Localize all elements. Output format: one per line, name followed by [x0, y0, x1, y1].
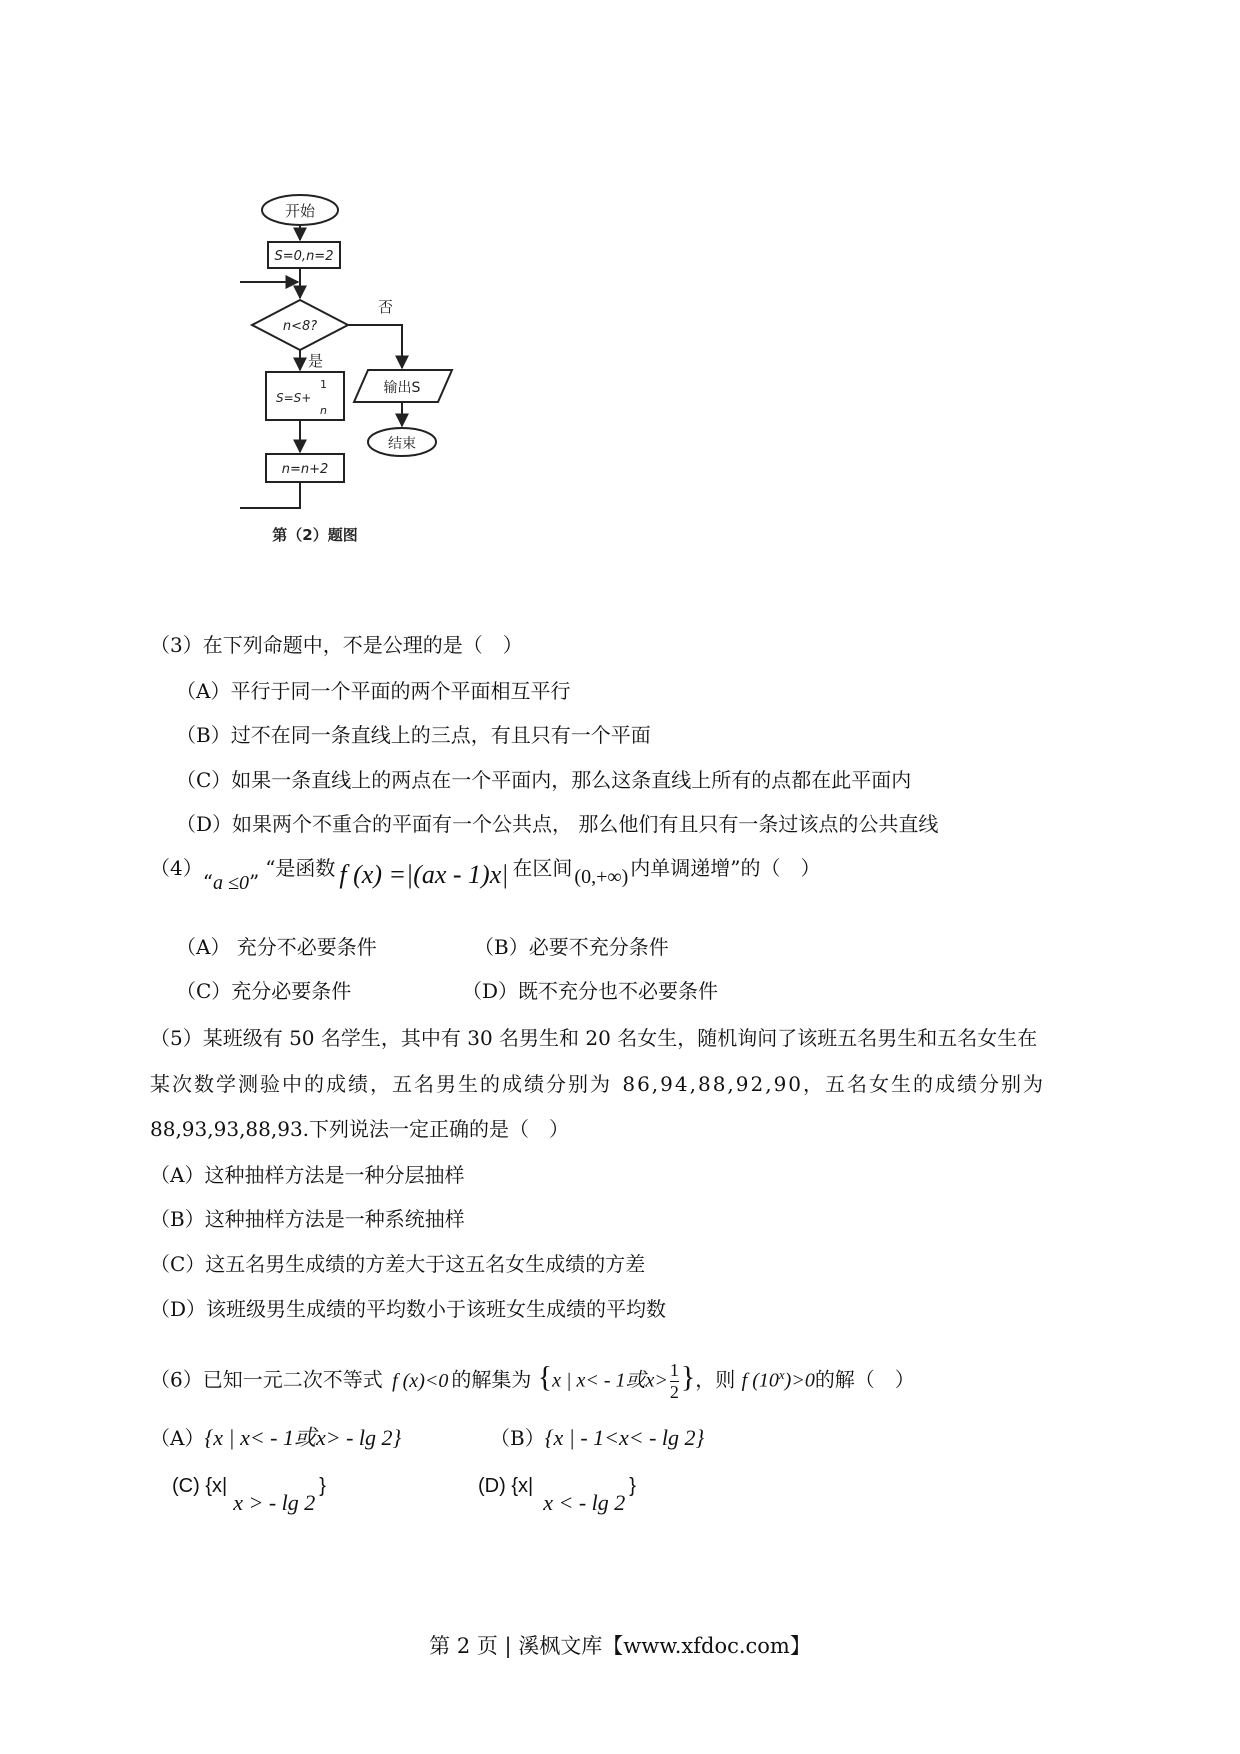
- q5-line-2: 某次数学测验中的成绩，五名男生的成绩分别为 86,94,88,92,90，五名女生的成绩分别为: [150, 1072, 1046, 1096]
- q6-stem: [150, 1350, 915, 1404]
- q6-option-c-label: (C) {x|: [172, 1475, 228, 1497]
- q6-option-b-label: （B）: [490, 1426, 545, 1450]
- q4-interval: (0,+∞): [574, 866, 629, 888]
- q4-quote-close: ”: [248, 870, 260, 894]
- q3-option-a: （A）平行于同一个平面的两个平面相互平行: [176, 679, 571, 703]
- q3-option-c: （C）如果一条直线上的两点在一个平面内，那么这条直线上所有的点都在此平面内: [176, 768, 912, 792]
- q5-option-c: （C）这五名男生成绩的方差大于这五名女生成绩的方差: [150, 1252, 646, 1276]
- q6-brace-open: {: [537, 1360, 553, 1394]
- flowchart-init-text: S=0,n=2: [274, 249, 334, 264]
- flowchart-assign-den: n: [320, 404, 327, 417]
- flowchart-increment-text: n=n+2: [281, 462, 329, 477]
- q6-pre: （6）已知一元二次不等式: [150, 1367, 383, 1392]
- q4-interval-pre: 在区间: [512, 856, 573, 880]
- q6-option-d-label: (D) {x|: [478, 1475, 534, 1497]
- q6-fraction: [670, 1360, 679, 1402]
- q4-option-d: （D）既不充分也不必要条件: [462, 979, 719, 1003]
- flowchart-condition-text: n<8?: [282, 319, 318, 334]
- q6-then: ，则: [695, 1367, 736, 1392]
- q4-stem: [150, 856, 821, 896]
- q6-f1: f (x)<0: [392, 1369, 449, 1392]
- q6-option-c: [172, 1472, 326, 1518]
- q5-line-3: 88,93,93,88,93.下列说法一定正确的是（ ）: [150, 1117, 570, 1141]
- q5-option-a: （A）这种抽样方法是一种分层抽样: [150, 1163, 465, 1187]
- q6-f2-exp: x: [778, 1367, 785, 1382]
- flowchart-no-label: 否: [378, 298, 394, 316]
- flowchart-output-text: 输出S: [383, 380, 421, 396]
- q6-tail: 的解（ ）: [814, 1367, 915, 1392]
- q4-condition: a ≤0: [212, 872, 249, 894]
- q6-option-b-set: {x | - 1<x< - lg 2}: [544, 1425, 705, 1450]
- q5-option-d: （D）该班级男生成绩的平均数小于该班女生成绩的平均数: [150, 1297, 667, 1321]
- q4-quote-open: “: [202, 870, 213, 894]
- page-footer: 第 2 页 | 溪枫文库【www.xfdoc.com】: [429, 1634, 811, 1658]
- flowchart-assign-num: 1: [320, 378, 327, 391]
- q4-function: f (x) =|(ax - 1)x|: [339, 860, 509, 889]
- q6-brace-close: }: [680, 1360, 696, 1394]
- q4-mid: “是函数: [265, 856, 336, 880]
- q6-option-b: [490, 1425, 704, 1451]
- flowchart-yes-label: 是: [308, 352, 324, 370]
- q3-option-b: （B）过不在同一条直线上的三点，有且只有一个平面: [176, 723, 651, 747]
- q6-set: x | x< - 1或x>: [552, 1369, 668, 1392]
- q6-f2-tail: )>0: [784, 1369, 815, 1392]
- flowchart: [240, 190, 530, 620]
- q6-option-d: [478, 1472, 636, 1518]
- q5-option-b: （B）这种抽样方法是一种系统抽样: [150, 1207, 465, 1231]
- flowchart-start-text: 开始: [284, 202, 316, 220]
- q4-number: （4）: [150, 856, 203, 880]
- flowchart-end-text: 结束: [388, 436, 416, 452]
- q6-option-d-close: }: [629, 1475, 636, 1497]
- flowchart-caption: 第（2）题图: [272, 526, 358, 544]
- q6-frac-den: 2: [669, 1382, 679, 1403]
- q5-line-1: （5）某班级有 50 名学生，其中有 30 名男生和 20 名女生，随机询问了该班五名男生和五名女生在: [150, 1026, 1038, 1050]
- q3-option-d: （D）如果两个不重合的平面有一个公共点， 那么他们有且只有一条过该点的公共直线: [176, 812, 939, 836]
- q4-option-b: （B）必要不充分条件: [474, 935, 669, 959]
- q6-mid: 的解集为: [451, 1367, 532, 1392]
- q6-f2: f (10: [741, 1369, 779, 1392]
- q6-option-a-label: （A）: [150, 1426, 205, 1450]
- flowchart-assign-left: S=S+: [276, 391, 312, 405]
- q6-option-a-set: {x | x< - 1或x> - lg 2}: [204, 1425, 402, 1450]
- q3-stem: （3）在下列命题中，不是公理的是（ ）: [150, 633, 523, 657]
- q6-option-c-close: }: [319, 1475, 326, 1497]
- q6-frac-num: 1: [669, 1360, 679, 1381]
- q6-option-d-sub: x < - lg 2: [543, 1490, 626, 1515]
- q4-option-a: （A） 充分不必要条件: [176, 935, 377, 959]
- q6-option-a: [150, 1425, 401, 1451]
- q4-tail: 内单调递增”的（ ）: [630, 856, 821, 880]
- q4-option-c: （C）充分必要条件: [176, 979, 352, 1003]
- q6-option-c-sub: x > - lg 2: [233, 1490, 316, 1515]
